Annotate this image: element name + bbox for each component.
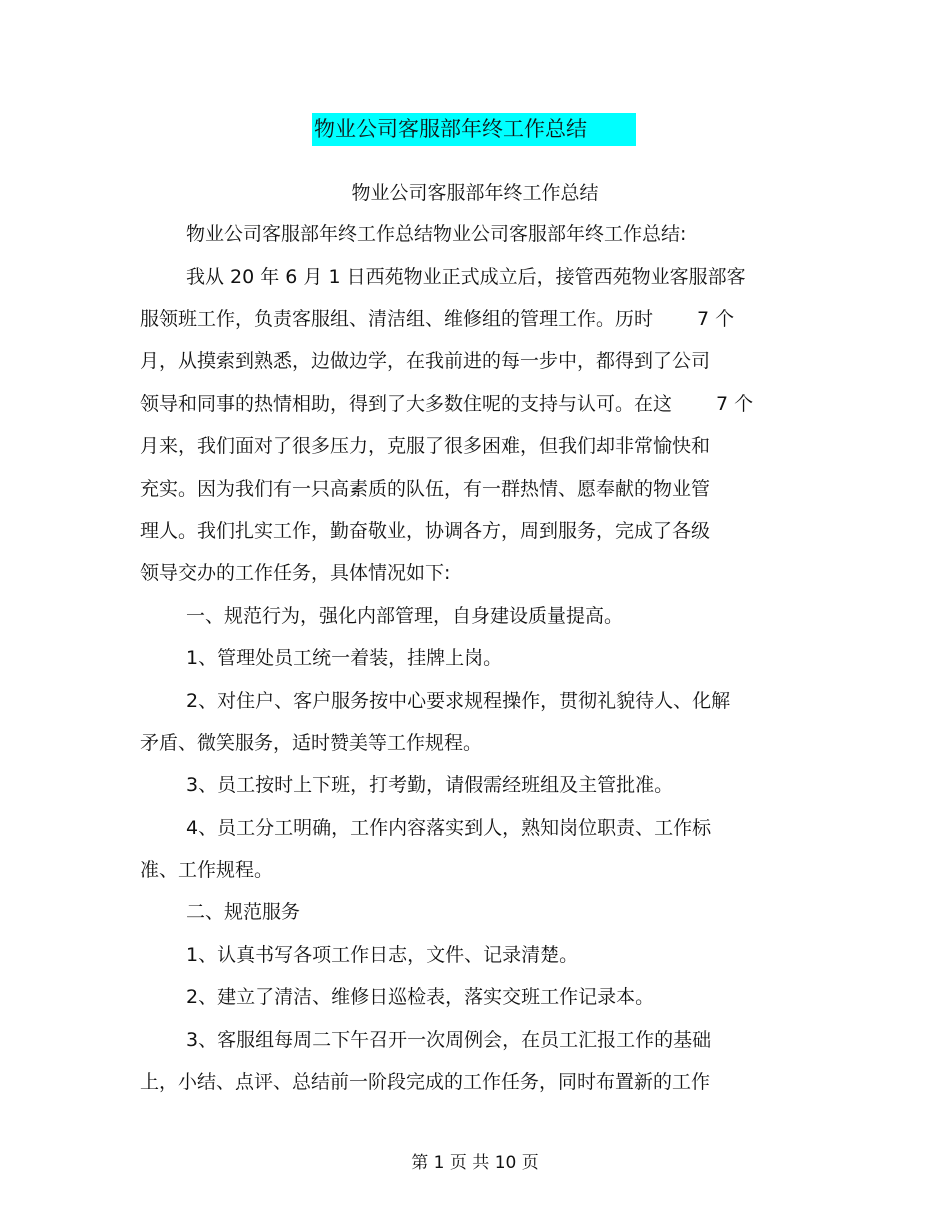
list-item-continuation: 上，小结、点评、总结前一阶段完成的工作任务，同时布置新的工作 bbox=[140, 1071, 711, 1093]
list-item: 1、管理处员工统一着装，挂牌上岗。 bbox=[186, 647, 503, 669]
paragraph-line-text: 领导和同事的热情相助，得到了大多数住呢的支持与认可。在这 bbox=[140, 393, 673, 415]
paragraph-line-months: 7 个 bbox=[697, 308, 735, 330]
list-item-continuation: 矛盾、微笑服务，适时赞美等工作规程。 bbox=[140, 732, 483, 754]
paragraph-line: 领导交办的工作任务，具体情况如下: bbox=[140, 562, 451, 584]
page-number: 第 1 页 共 10 页 bbox=[411, 1153, 539, 1173]
section-heading: 一、规范行为，强化内部管理，自身建设质量提高。 bbox=[186, 605, 624, 627]
document-subtitle: 物业公司客服部年终工作总结 bbox=[351, 182, 599, 204]
paragraph-line: 物业公司客服部年终工作总结物业公司客服部年终工作总结: bbox=[186, 223, 687, 245]
list-item: 2、对住户、客户服务按中心要求规程操作，贯彻礼貌待人、化解 bbox=[186, 690, 731, 712]
paragraph-line bbox=[140, 389, 753, 419]
list-item: 1、认真书写各项工作日志，文件、记录清楚。 bbox=[186, 944, 579, 966]
paragraph-line: 我从 20 年 6 月 1 日西苑物业正式成立后，接管西苑物业客服部客 bbox=[186, 266, 746, 288]
paragraph-line-months: 7 个 bbox=[716, 393, 754, 415]
list-item: 2、建立了清洁、维修日巡检表，落实交班工作记录本。 bbox=[186, 986, 655, 1008]
list-item-continuation: 准、工作规程。 bbox=[140, 859, 274, 881]
list-item: 3、客服组每周二下午召开一次周例会，在员工汇报工作的基础 bbox=[186, 1029, 712, 1051]
paragraph-line: 充实。因为我们有一只高素质的队伍，有一群热情、愿奉献的物业管 bbox=[140, 478, 711, 500]
paragraph-line bbox=[140, 304, 734, 334]
highlighted-title: 物业公司客服部年终工作总结 bbox=[312, 113, 636, 146]
paragraph-line-text: 服领班工作，负责客服组、清洁组、维修组的管理工作。历时 bbox=[140, 308, 654, 330]
list-item: 3、员工按时上下班，打考勤，请假需经班组及主管批准。 bbox=[186, 774, 674, 796]
paragraph-line: 月，从摸索到熟悉，边做边学，在我前进的每一步中，都得到了公司 bbox=[140, 350, 711, 372]
section-heading: 二、规范服务 bbox=[186, 901, 301, 923]
paragraph-line: 月来，我们面对了很多压力，克服了很多困难，但我们却非常愉快和 bbox=[140, 435, 711, 457]
paragraph-line: 理人。我们扎实工作，勤奋敬业，协调各方，周到服务，完成了各级 bbox=[140, 520, 711, 542]
list-item: 4、员工分工明确，工作内容落实到人，熟知岗位职责、工作标 bbox=[186, 817, 712, 839]
